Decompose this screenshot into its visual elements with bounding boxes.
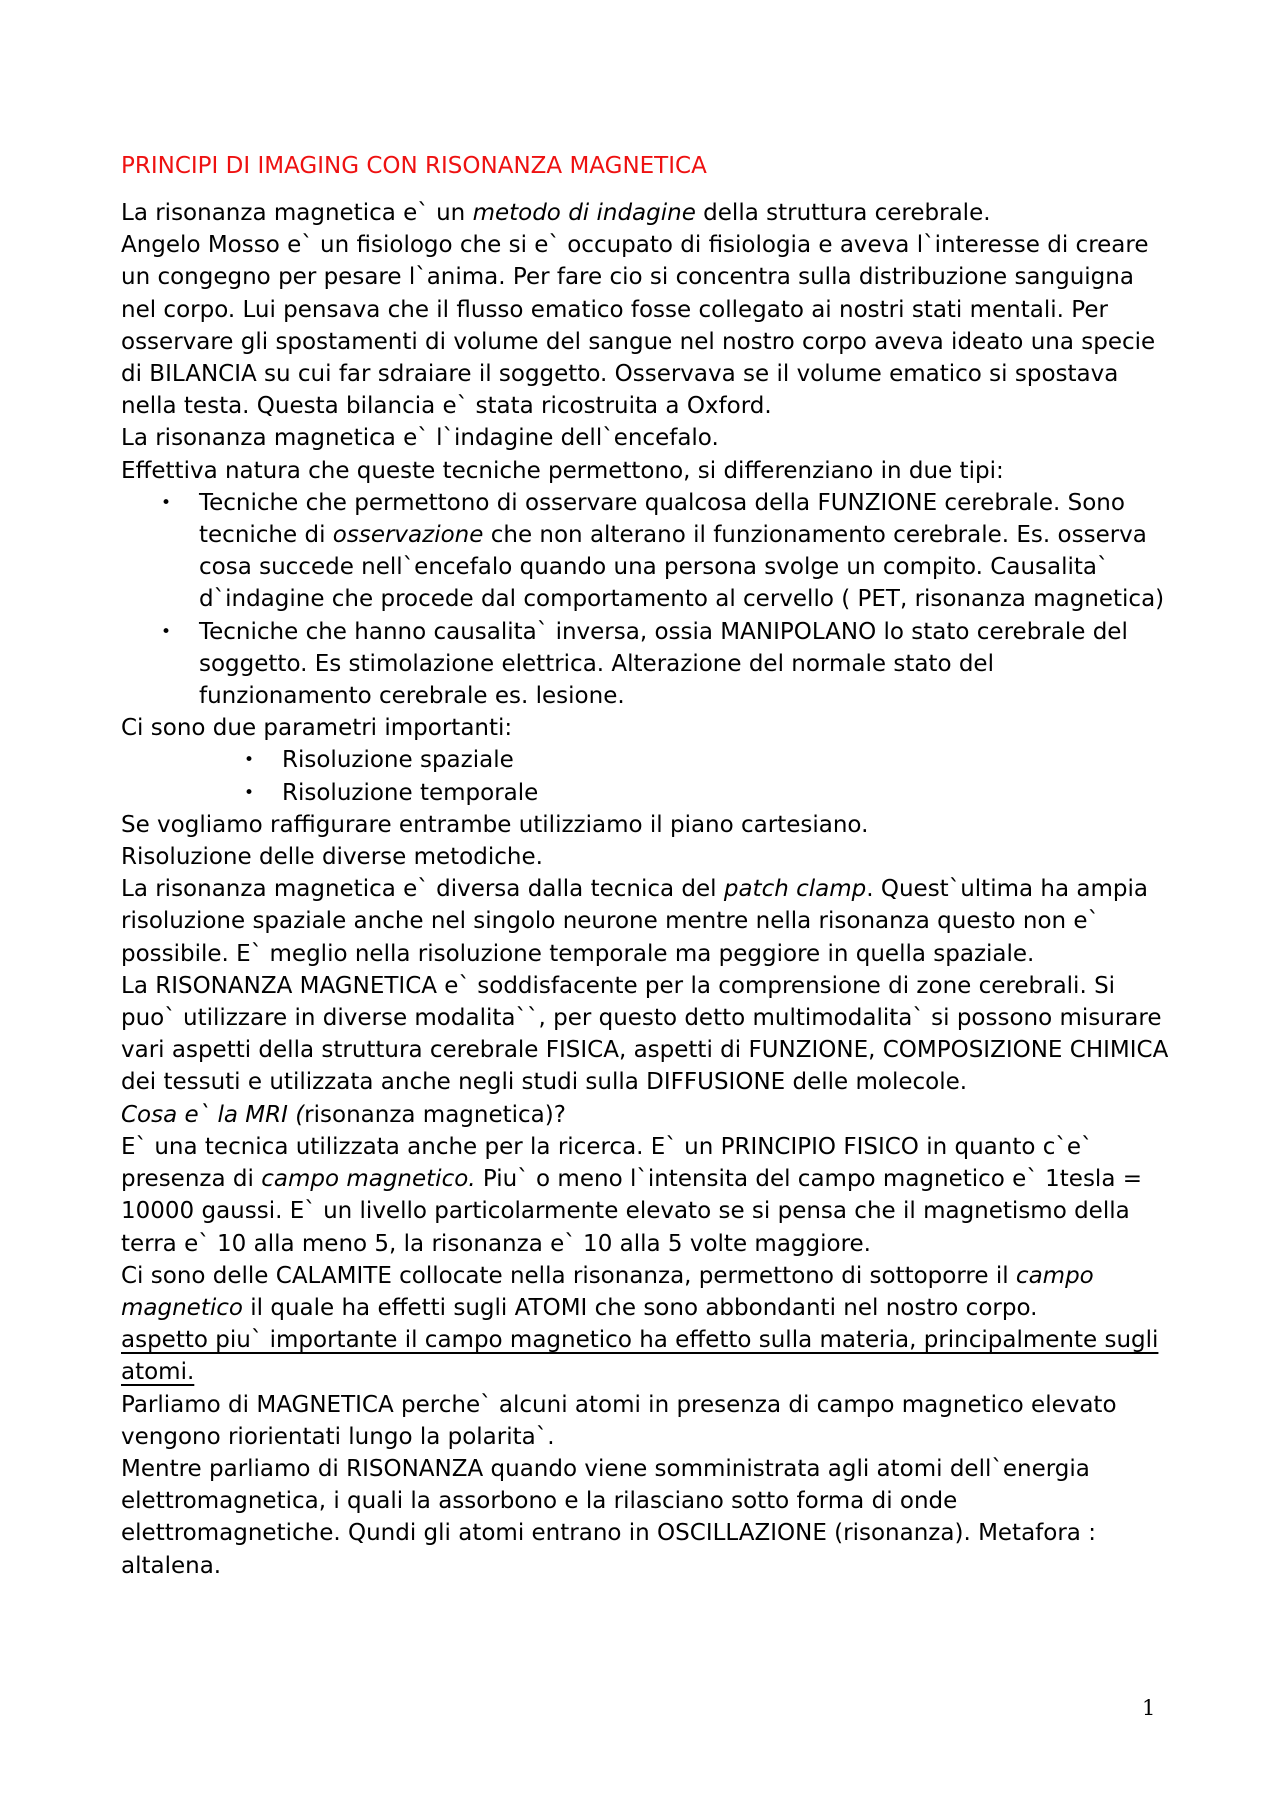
paragraph-tipi: Effettiva natura che queste tecniche permettono, si differenziano in due tipi: — [121, 457, 1004, 484]
paragraph-mosso: Angelo Mosso e` un fisiologo che si e` occupato di fisiologia e aveva l`interesse di creare un congegno per pesare l`anima. Per fare cio si concentra sulla distribuzione sanguigna nel corpo. Lui pensava che il flusso ematico fosse collegato ai nostri stati mentali. Per osservare gli spostamenti di volume del sangue nel nostro corpo aveva ideato una specie di BILANCIA su cui far sdraiare il soggetto. Osservava se il volume ematico si spostava nella testa. Questa bilancia e` stata ricostruita a Oxford. — [121, 232, 1156, 420]
list-item: • Tecniche che permettono di osservare qualcosa della FUNZIONE cerebrale. Sono tecniche di osservazione che non alterano il funzionamento cerebrale. Es. osserva cosa succede nell`encefalo quando una persona svolge un compito. Causalita` d`indagine che procede dal comportamento al cervello ( PET, risonanza magnetica) — [121, 487, 1173, 616]
paragraph-mri-question: Cosa e` la MRI (risonanza magnetica)? — [121, 1101, 566, 1128]
paragraph-magnetica: Parliamo di MAGNETICA perche` alcuni atomi in presenza di campo magnetico elevato vengono riorientati lungo la polarita`. — [121, 1391, 1117, 1450]
paragraph-patch-clamp: La risonanza magnetica e` diversa dalla tecnica del patch clamp. Quest`ultima ha ampia risoluzione spaziale anche nel singolo neurone mentre nella risonanza questo non e` possibile. E` meglio nella risoluzione temporale ma peggiore in quella spaziale. — [121, 876, 1148, 967]
list-item: • Risoluzione spaziale — [121, 744, 1173, 776]
paragraph-aspetto-importante — [121, 1324, 1173, 1388]
techniques-list — [121, 487, 1173, 712]
paragraph-metodiche: Risoluzione delle diverse metodiche. — [121, 844, 543, 871]
paragraph-cartesiano: Se vogliamo raffigurare entrambe utilizziamo il piano cartesiano. — [121, 811, 869, 838]
paragraph-parametri: Ci sono due parametri importanti: — [121, 715, 513, 742]
list-item: • Tecniche che hanno causalita` inversa, ossia MANIPOLANO lo stato cerebrale del soggetto. Es stimolazione elettrica. Alterazione del normale stato del funzionamento cerebrale es. lesione. — [121, 616, 1173, 713]
document-body — [121, 150, 1173, 1582]
paragraph-principio-fisico: E` una tecnica utilizzata anche per la ricerca. E` un PRINCIPIO FISICO in quanto c`e` presenza di campo magnetico. Piu` o meno l`intensita del campo magnetico e` 1tesla = 10000 gaussi. E` un livello particolarmente elevato se si pensa che il magnetismo della terra e` 10 alla meno 5, la risonanza e` 10 alla 5 volte maggiore. — [121, 1133, 1142, 1257]
paragraph-intro: La risonanza magnetica e` un metodo di indagine della struttura cerebrale. — [121, 200, 991, 226]
emphasis: campo magnetico. — [261, 1166, 476, 1193]
paragraph-encefalo: La risonanza magnetica e` l`indagine dell`encefalo. — [121, 425, 719, 452]
parameters-list — [121, 744, 1173, 808]
page-number: 1 — [1142, 1696, 1156, 1720]
paragraph-calamite: Ci sono delle CALAMITE collocate nella risonanza, permettono di sottoporre il campo magnetico il quale ha effetti sugli ATOMI che sono abbondanti nel nostro corpo. — [121, 1262, 1094, 1321]
emphasis: patch clamp — [723, 876, 867, 903]
emphasis: osservazione — [332, 522, 484, 549]
emphasis: metodo di indagine — [472, 200, 696, 226]
emphasis: campo magnetico — [121, 1262, 1094, 1321]
paragraph-risonanza: Mentre parliamo di RISONANZA quando viene somministrata agli atomi dell`energia elettromagnetica, i quali la assorbono e la rilasciano sotto forma di onde elettromagnetiche. Qundi gli atomi entrano in OSCILLAZIONE (risonanza). Metafora : altalena. — [121, 1455, 1096, 1579]
list-item: • Risoluzione temporale — [121, 777, 1173, 809]
document-title: PRINCIPI DI IMAGING CON RISONANZA MAGNETICA — [121, 153, 707, 179]
paragraph-multimodalita: La RISONANZA MAGNETICA e` soddisfacente per la comprensione di zone cerebrali. Si puo` utilizzare in diverse modalita``, per questo detto multimodalita` si possono misurare vari aspetti della struttura cerebrale FISICA, aspetti di FUNZIONE, COMPOSIZIONE CHIMICA dei tessuti e utilizzata anche negli studi sulla DIFFUSIONE delle molecole. — [121, 972, 1169, 1096]
underlined-text: aspetto piu` importante il campo magnetico ha effetto sulla materia, principalmente sugli atomi. — [121, 1327, 1159, 1386]
emphasis: Cosa e` la MRI ( — [121, 1101, 305, 1128]
